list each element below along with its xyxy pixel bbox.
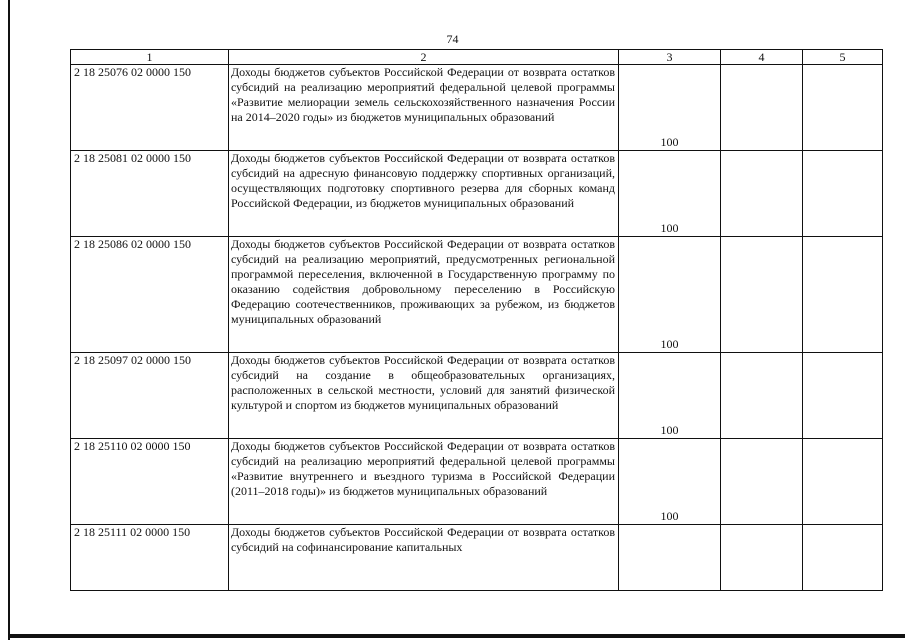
revenue-name: Доходы бюджетов субъектов Российской Федерации от возврата остатков субсидий на реализацию мероприятий, предусмотренных региональной программой переселения, включенной в Государственную программу по оказанию содействия добровольному переселению в Российскую Федерацию соотечественников, проживающих за рубежом, из бюджетов муниципальных образований [229, 237, 619, 353]
header-col-4: 4 [721, 50, 803, 65]
amount-col-5 [803, 65, 883, 151]
page-bottom-border [8, 634, 905, 638]
budget-revenue-table [70, 49, 883, 591]
amount-col-5 [803, 237, 883, 353]
table-row [71, 525, 883, 591]
amount-col-4 [721, 439, 803, 525]
amount-col-5 [803, 525, 883, 591]
revenue-code: 2 18 25086 02 0000 150 [71, 237, 229, 353]
amount-col-3: 100 [619, 65, 721, 151]
amount-col-5 [803, 353, 883, 439]
table-row [71, 237, 883, 353]
revenue-name: Доходы бюджетов субъектов Российской Федерации от возврата остатков субсидий на реализацию мероприятий федеральной целевой программы «Развитие внутреннего и въездного туризма в Российской Федерации (2011–2018 годы)» из бюджетов муниципальных образований [229, 439, 619, 525]
table-row [71, 65, 883, 151]
amount-col-4 [721, 151, 803, 237]
amount-col-4 [721, 353, 803, 439]
amount-col-3: 100 [619, 151, 721, 237]
header-col-2: 2 [229, 50, 619, 65]
revenue-code: 2 18 25110 02 0000 150 [71, 439, 229, 525]
amount-col-3: 100 [619, 353, 721, 439]
revenue-name: Доходы бюджетов субъектов Российской Федерации от возврата остатков субсидий на реализацию мероприятий федеральной целевой программы «Развитие мелиорации земель сельскохозяйственного назначения России на 2014–2020 годы» из бюджетов муниципальных образований [229, 65, 619, 151]
revenue-name: Доходы бюджетов субъектов Российской Федерации от возврата остатков субсидий на адресную финансовую поддержку спортивных организаций, осуществляющих подготовку спортивного резерва для сборных команд Российской Федерации, из бюджетов муниципальных образований [229, 151, 619, 237]
table-row [71, 439, 883, 525]
revenue-code: 2 18 25111 02 0000 150 [71, 525, 229, 591]
page-left-border [8, 0, 10, 640]
revenue-code: 2 18 25081 02 0000 150 [71, 151, 229, 237]
revenue-code: 2 18 25097 02 0000 150 [71, 353, 229, 439]
header-col-5: 5 [803, 50, 883, 65]
table-row [71, 353, 883, 439]
amount-col-4 [721, 525, 803, 591]
header-col-1: 1 [71, 50, 229, 65]
amount-col-4 [721, 65, 803, 151]
amount-col-5 [803, 439, 883, 525]
revenue-name: Доходы бюджетов субъектов Российской Федерации от возврата остатков субсидий на софинансирование капитальных [229, 525, 619, 591]
page-number: 74 [446, 32, 459, 46]
header-col-3: 3 [619, 50, 721, 65]
amount-col-3: 100 [619, 439, 721, 525]
amount-col-4 [721, 237, 803, 353]
revenue-code: 2 18 25076 02 0000 150 [71, 65, 229, 151]
amount-col-3 [619, 525, 721, 591]
amount-col-3: 100 [619, 237, 721, 353]
revenue-name: Доходы бюджетов субъектов Российской Федерации от возврата остатков субсидий на создание в общеобразовательных организациях, расположенных в сельской местности, условий для занятий физической культурой и спортом из бюджетов муниципальных образований [229, 353, 619, 439]
header-row [71, 50, 883, 65]
table-row [71, 151, 883, 237]
amount-col-5 [803, 151, 883, 237]
